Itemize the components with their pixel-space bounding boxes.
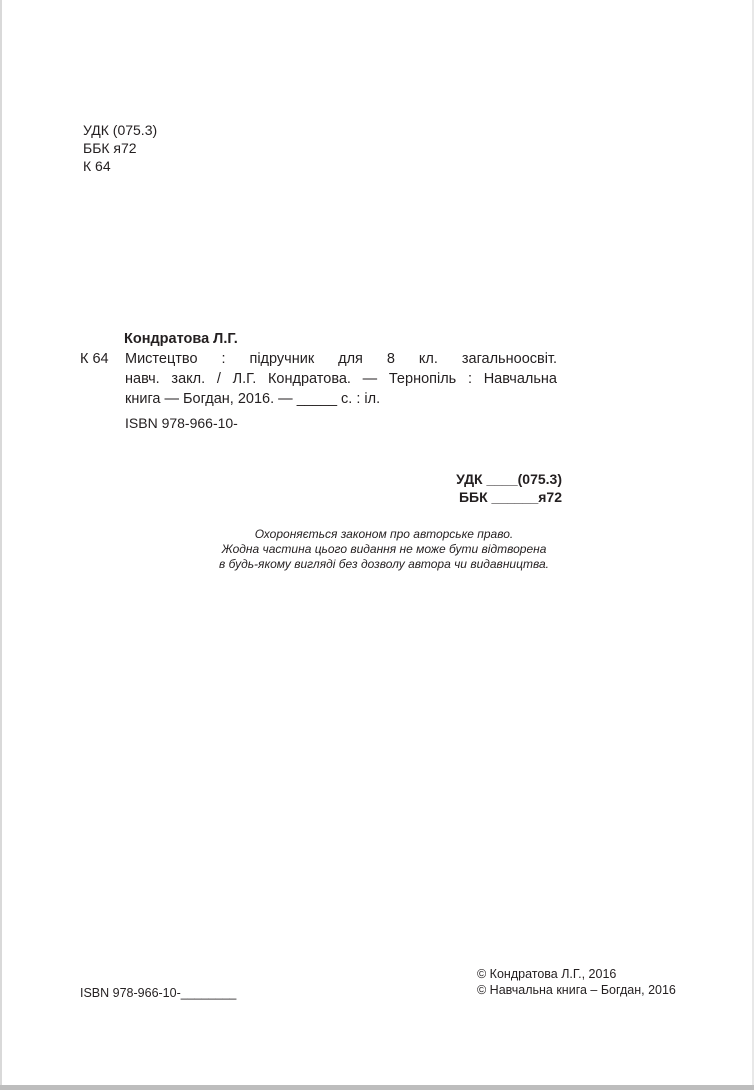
copyright-holders (477, 966, 676, 998)
cutter-code: К 64 (83, 158, 111, 174)
description-line: навч. закл. / Л.Г. Кондратова. — Тернопіль : Навчальна (125, 371, 557, 387)
record-cutter: К 64 (80, 351, 109, 367)
record-description (125, 349, 557, 409)
copyright-notice (178, 527, 590, 572)
footer-isbn: ISBN 978-966-10-________ (80, 986, 237, 1000)
notice-line: в будь-якому вигляді без дозволу автора чи видавництва. (219, 557, 549, 571)
classification-block (456, 470, 562, 506)
notice-line: Охороняється законом про авторське право. (254, 527, 514, 541)
description-line: книга — Богдан, 2016. — _____ с. : іл. (125, 391, 381, 407)
page-edge-bottom (0, 1085, 754, 1090)
notice-line: Жодна частина цього видання не може бути відтворена (221, 542, 547, 556)
udk-classification: УДК ____(075.3) (456, 471, 562, 487)
bbk-code: ББК я72 (83, 140, 137, 156)
record-isbn: ISBN 978-966-10- (125, 415, 238, 431)
index-codes-block (83, 121, 157, 175)
copyright-line: © Навчальна книга – Богдан, 2016 (477, 983, 676, 997)
description-line: Мистецтво : підручник для 8 кл. загальноосвіт. (125, 351, 557, 367)
record-author: Кондратова Л.Г. (124, 331, 238, 347)
page-edge-left (0, 0, 2, 1090)
bbk-classification: ББК ______я72 (458, 489, 562, 505)
udk-code: УДК (075.3) (83, 122, 158, 138)
copyright-line: © Кондратова Л.Г., 2016 (477, 967, 617, 981)
